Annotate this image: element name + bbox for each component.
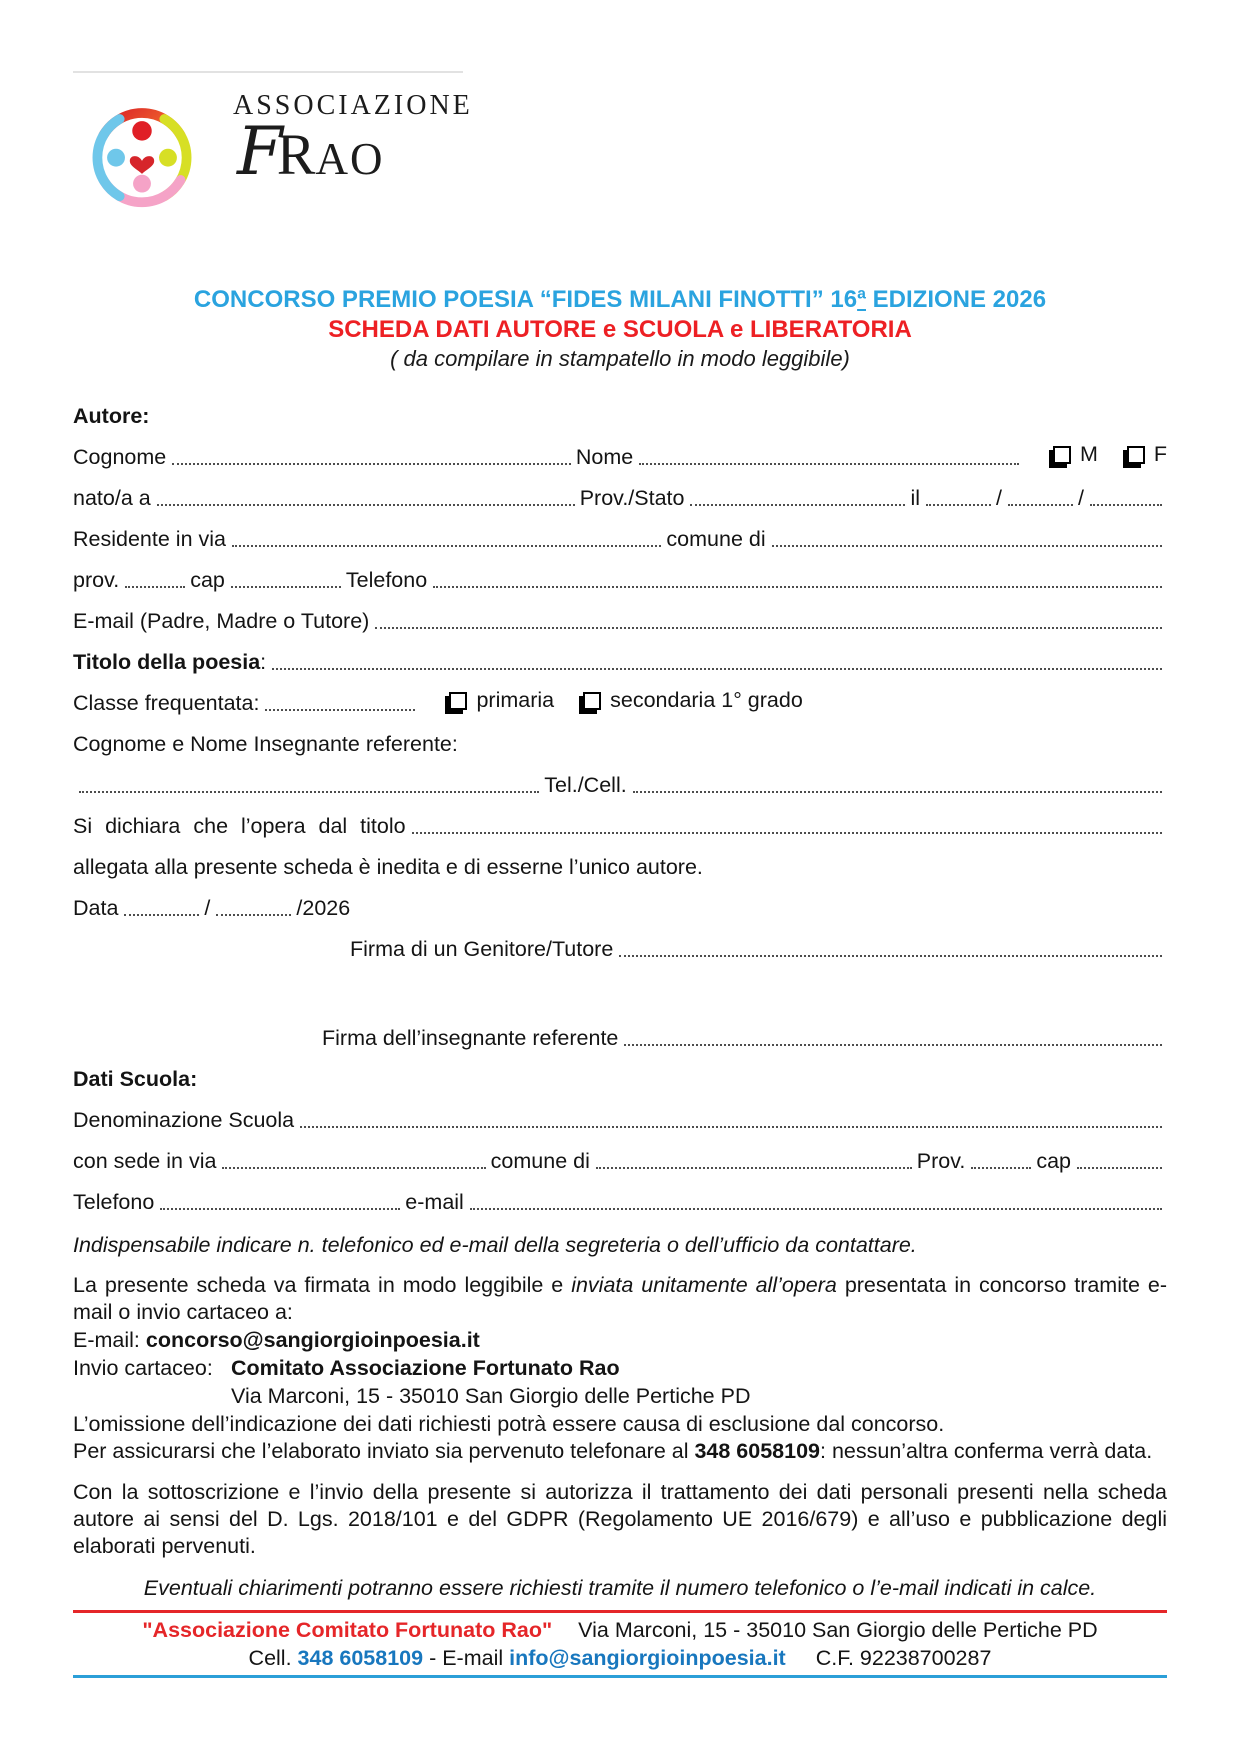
surname-name-row <box>73 429 1167 470</box>
declaration-continuation: allegata alla presente scheda è inedita e di esserne l’unico autore. <box>73 855 703 879</box>
contest-title-ordinal: ª <box>857 286 866 313</box>
teacher-signature-row <box>322 1010 1167 1051</box>
poem-title-field-line[interactable] <box>272 667 1162 670</box>
form-body <box>73 392 1167 1678</box>
logo-rao-rest: AO <box>315 134 385 184</box>
submission-email-line <box>73 1326 1167 1354</box>
confirmation-text-2: : nessun’altra conferma verrà data. <box>820 1439 1153 1463</box>
school-section-heading-row <box>73 1051 1167 1092</box>
prov-state-label: Prov./Stato <box>579 486 685 510</box>
logo-people-heart-icon <box>73 78 211 230</box>
residence-comune-field-line[interactable] <box>772 544 1162 547</box>
parent-email-row <box>73 593 1167 634</box>
male-checkbox-group <box>1048 442 1098 467</box>
date-label: Data <box>73 896 119 920</box>
teacher-signature-field-line[interactable] <box>624 1043 1162 1046</box>
teacher-name-label: Cognome e Nome Insegnante referente: <box>73 732 458 756</box>
surname-field-line[interactable] <box>172 462 571 465</box>
postal-line <box>73 1354 1167 1382</box>
residence-street-label: Residente in via <box>73 527 226 551</box>
privacy-authorization: Con la sottoscrizione e l’invio della presente si autorizza il trattamento dei dati personali presenti nella scheda autore ai sensi del D. Lgs. 2018/101 e del GDPR (Regolamento UE 2016/679) e all’uso e pubblicazione degli elaborati pervenuti. <box>73 1480 1167 1558</box>
birthplace-field-line[interactable] <box>157 503 575 506</box>
footer-fiscal-code: C.F. 92238700287 <box>815 1646 992 1670</box>
birthdate-label: il <box>910 486 921 510</box>
prov-field-line[interactable] <box>125 585 185 588</box>
school-prov-label: Prov. <box>916 1149 966 1173</box>
submission-text-1: La presente scheda va firmata in modo leggibile e <box>73 1273 572 1297</box>
school-name-label: Denominazione Scuola <box>73 1108 295 1132</box>
school-street-field-line[interactable] <box>222 1166 485 1169</box>
confirmation-phone: 348 6058109 <box>694 1439 820 1463</box>
name-label: Nome <box>575 445 634 469</box>
contact-requirement-note: Indispensabile indicare n. telefonico ed e-mail della segreteria o dell’ufficio da contattare. <box>73 1233 917 1257</box>
footer-blue-rule <box>73 1675 1167 1678</box>
prov-state-field-line[interactable] <box>690 503 905 506</box>
secondary-label: secondaria 1° grado <box>610 688 803 712</box>
school-cap-field-line[interactable] <box>1077 1166 1162 1169</box>
submission-email-address: concorso@sangiorgioinpoesia.it <box>145 1328 480 1352</box>
primary-label: primaria <box>476 688 555 712</box>
logo-top-divider <box>73 71 463 73</box>
contest-title-edition: EDIZIONE 2026 <box>865 286 1047 313</box>
contest-title-text: CONCORSO PREMIO POESIA “FIDES MILANI FINOTTI” 16 <box>193 286 858 313</box>
date-row <box>73 880 1167 921</box>
name-field-line[interactable] <box>639 462 1019 465</box>
parent-email-label: E-mail (Padre, Madre o Tutore) <box>73 609 370 633</box>
date-slash-2: / <box>1078 486 1084 510</box>
poem-title-row <box>73 634 1167 675</box>
omission-warning: L’omissione dell’indicazione dei dati richiesti potrà essere causa di esclusione dal concorso. <box>73 1412 945 1436</box>
parent-signature-label: Firma di un Genitore/Tutore <box>350 937 614 961</box>
school-comune-label: comune di <box>490 1149 590 1173</box>
teacher-name-field-line[interactable] <box>79 790 539 793</box>
contest-title <box>0 286 1240 314</box>
school-name-row <box>73 1092 1167 1133</box>
surname-label: Cognome <box>73 445 167 469</box>
poem-title-colon: : <box>260 650 267 674</box>
prov-cap-phone-row <box>73 552 1167 593</box>
logo-wordmark <box>233 90 473 190</box>
author-section-heading-row <box>73 392 1167 429</box>
date-day-field-line[interactable] <box>124 913 199 916</box>
footer-org-line <box>73 1616 1167 1644</box>
teacher-signature-label: Firma dell’insegnante referente <box>322 1026 619 1050</box>
parent-signature-field-line[interactable] <box>619 954 1162 957</box>
footer-red-rule <box>73 1610 1167 1613</box>
teacher-name-heading-row <box>73 716 1167 757</box>
declaration-continuation-row <box>73 839 1167 880</box>
parent-signature-row <box>350 921 1167 962</box>
birth-month-field-line[interactable] <box>1008 503 1073 506</box>
author-section-heading: Autore: <box>73 404 150 428</box>
residence-comune-label: comune di <box>666 527 766 551</box>
telcell-label: Tel./Cell. <box>544 773 627 797</box>
phone-field-line[interactable] <box>433 585 1162 588</box>
male-label: M <box>1079 442 1098 466</box>
association-logo <box>73 78 473 230</box>
female-label: F <box>1153 442 1167 466</box>
poem-title-label: Titolo della poesia <box>73 650 261 674</box>
document-title-block <box>0 286 1240 372</box>
submission-text-2: presentata in concorso tramite e-mail o invio cartaceo a: <box>73 1273 1167 1324</box>
primary-checkbox-group <box>444 688 554 713</box>
school-prov-field-line[interactable] <box>971 1166 1031 1169</box>
postal-address-line: Via Marconi, 15 - 35010 San Giorgio delle Pertiche PD <box>231 1384 751 1408</box>
logo-association-text: ASSOCIAZIONE <box>233 90 473 121</box>
class-label: Classe frequentata: <box>73 691 260 715</box>
confirmation-text-1: Per assicurarsi che l’elaborato inviato sia pervenuto telefonare al <box>73 1439 695 1463</box>
birthplace-label: nato/a a <box>73 486 151 510</box>
postal-label: Invio cartaceo: <box>73 1356 213 1380</box>
date-row-slash: / <box>204 896 211 920</box>
logo-rao-text <box>233 113 473 190</box>
date-slash-1: / <box>996 486 1003 510</box>
school-cap-label: cap <box>1036 1149 1071 1173</box>
footer-cell-label: Cell. <box>248 1646 292 1670</box>
footer-contact-line <box>73 1644 1167 1672</box>
cap-field-line[interactable] <box>231 585 341 588</box>
secondary-checkbox-group <box>578 688 803 713</box>
submission-email-label: E-mail: <box>73 1328 140 1352</box>
male-checkbox[interactable] <box>1053 446 1071 464</box>
clarifications-note: Eventuali chiarimenti potranno essere richiesti tramite il numero telefonico o l’e-mail indicati in calce. <box>143 1576 1097 1600</box>
prov-label: prov. <box>73 568 120 592</box>
declared-title-field-line[interactable] <box>412 831 1162 834</box>
female-checkbox-group <box>1122 442 1167 467</box>
school-contact-row <box>73 1174 1167 1215</box>
secondary-checkbox[interactable] <box>583 692 601 710</box>
logo-rao-initial: R <box>276 122 316 187</box>
school-section-heading: Dati Scuola: <box>73 1067 198 1091</box>
footer-cell-number: 348 6058109 <box>297 1646 424 1670</box>
footer-email-address[interactable]: info@sangiorgioinpoesia.it <box>509 1646 786 1670</box>
confirmation-note <box>73 1438 1167 1465</box>
teacher-contact-row <box>73 757 1167 798</box>
school-address-row <box>73 1133 1167 1174</box>
school-phone-label: Telefono <box>73 1190 155 1214</box>
submission-text-italic: inviata unitamente all’opera <box>571 1273 837 1297</box>
signature-gap <box>73 962 1167 1010</box>
primary-checkbox[interactable] <box>449 692 467 710</box>
submission-instructions <box>73 1272 1167 1326</box>
date-year-literal: /2026 <box>296 896 351 920</box>
school-comune-field-line[interactable] <box>596 1166 912 1169</box>
school-email-field-line[interactable] <box>470 1207 1162 1210</box>
female-checkbox[interactable] <box>1127 446 1145 464</box>
residence-street-field-line[interactable] <box>232 544 661 547</box>
footer-org-name: "Associazione Comitato Fortunato Rao" <box>142 1618 553 1642</box>
school-street-label: con sede in via <box>73 1149 217 1173</box>
birth-day-field-line[interactable] <box>926 503 991 506</box>
postal-committee-name: Comitato Associazione Fortunato Rao <box>231 1356 620 1380</box>
residence-row <box>73 511 1167 552</box>
school-email-label: e-mail <box>405 1190 464 1214</box>
declaration-row <box>73 798 1167 839</box>
declaration-label: Si dichiara che l’opera dal titolo <box>73 814 406 838</box>
logo-script-initial: F <box>237 113 283 190</box>
footer-email-label: - E-mail <box>429 1646 504 1670</box>
school-name-field-line[interactable] <box>300 1125 1162 1128</box>
footer-org-address: Via Marconi, 15 - 35010 San Giorgio delle Pertiche PD <box>578 1618 1098 1642</box>
date-month-field-line[interactable] <box>216 913 291 916</box>
class-row <box>73 675 1167 716</box>
telcell-field-line[interactable] <box>633 790 1162 793</box>
parent-email-field-line[interactable] <box>375 626 1162 629</box>
phone-label: Telefono <box>345 568 428 592</box>
form-subtitle: SCHEDA DATI AUTORE e SCUOLA e LIBERATORIA <box>328 316 912 343</box>
fill-instructions: ( da compilare in stampatello in modo leggibile) <box>390 346 850 371</box>
cap-label: cap <box>190 568 225 592</box>
birth-year-field-line[interactable] <box>1090 503 1162 506</box>
class-field-line[interactable] <box>265 708 415 711</box>
birthplace-row <box>73 470 1167 511</box>
school-phone-field-line[interactable] <box>160 1207 400 1210</box>
